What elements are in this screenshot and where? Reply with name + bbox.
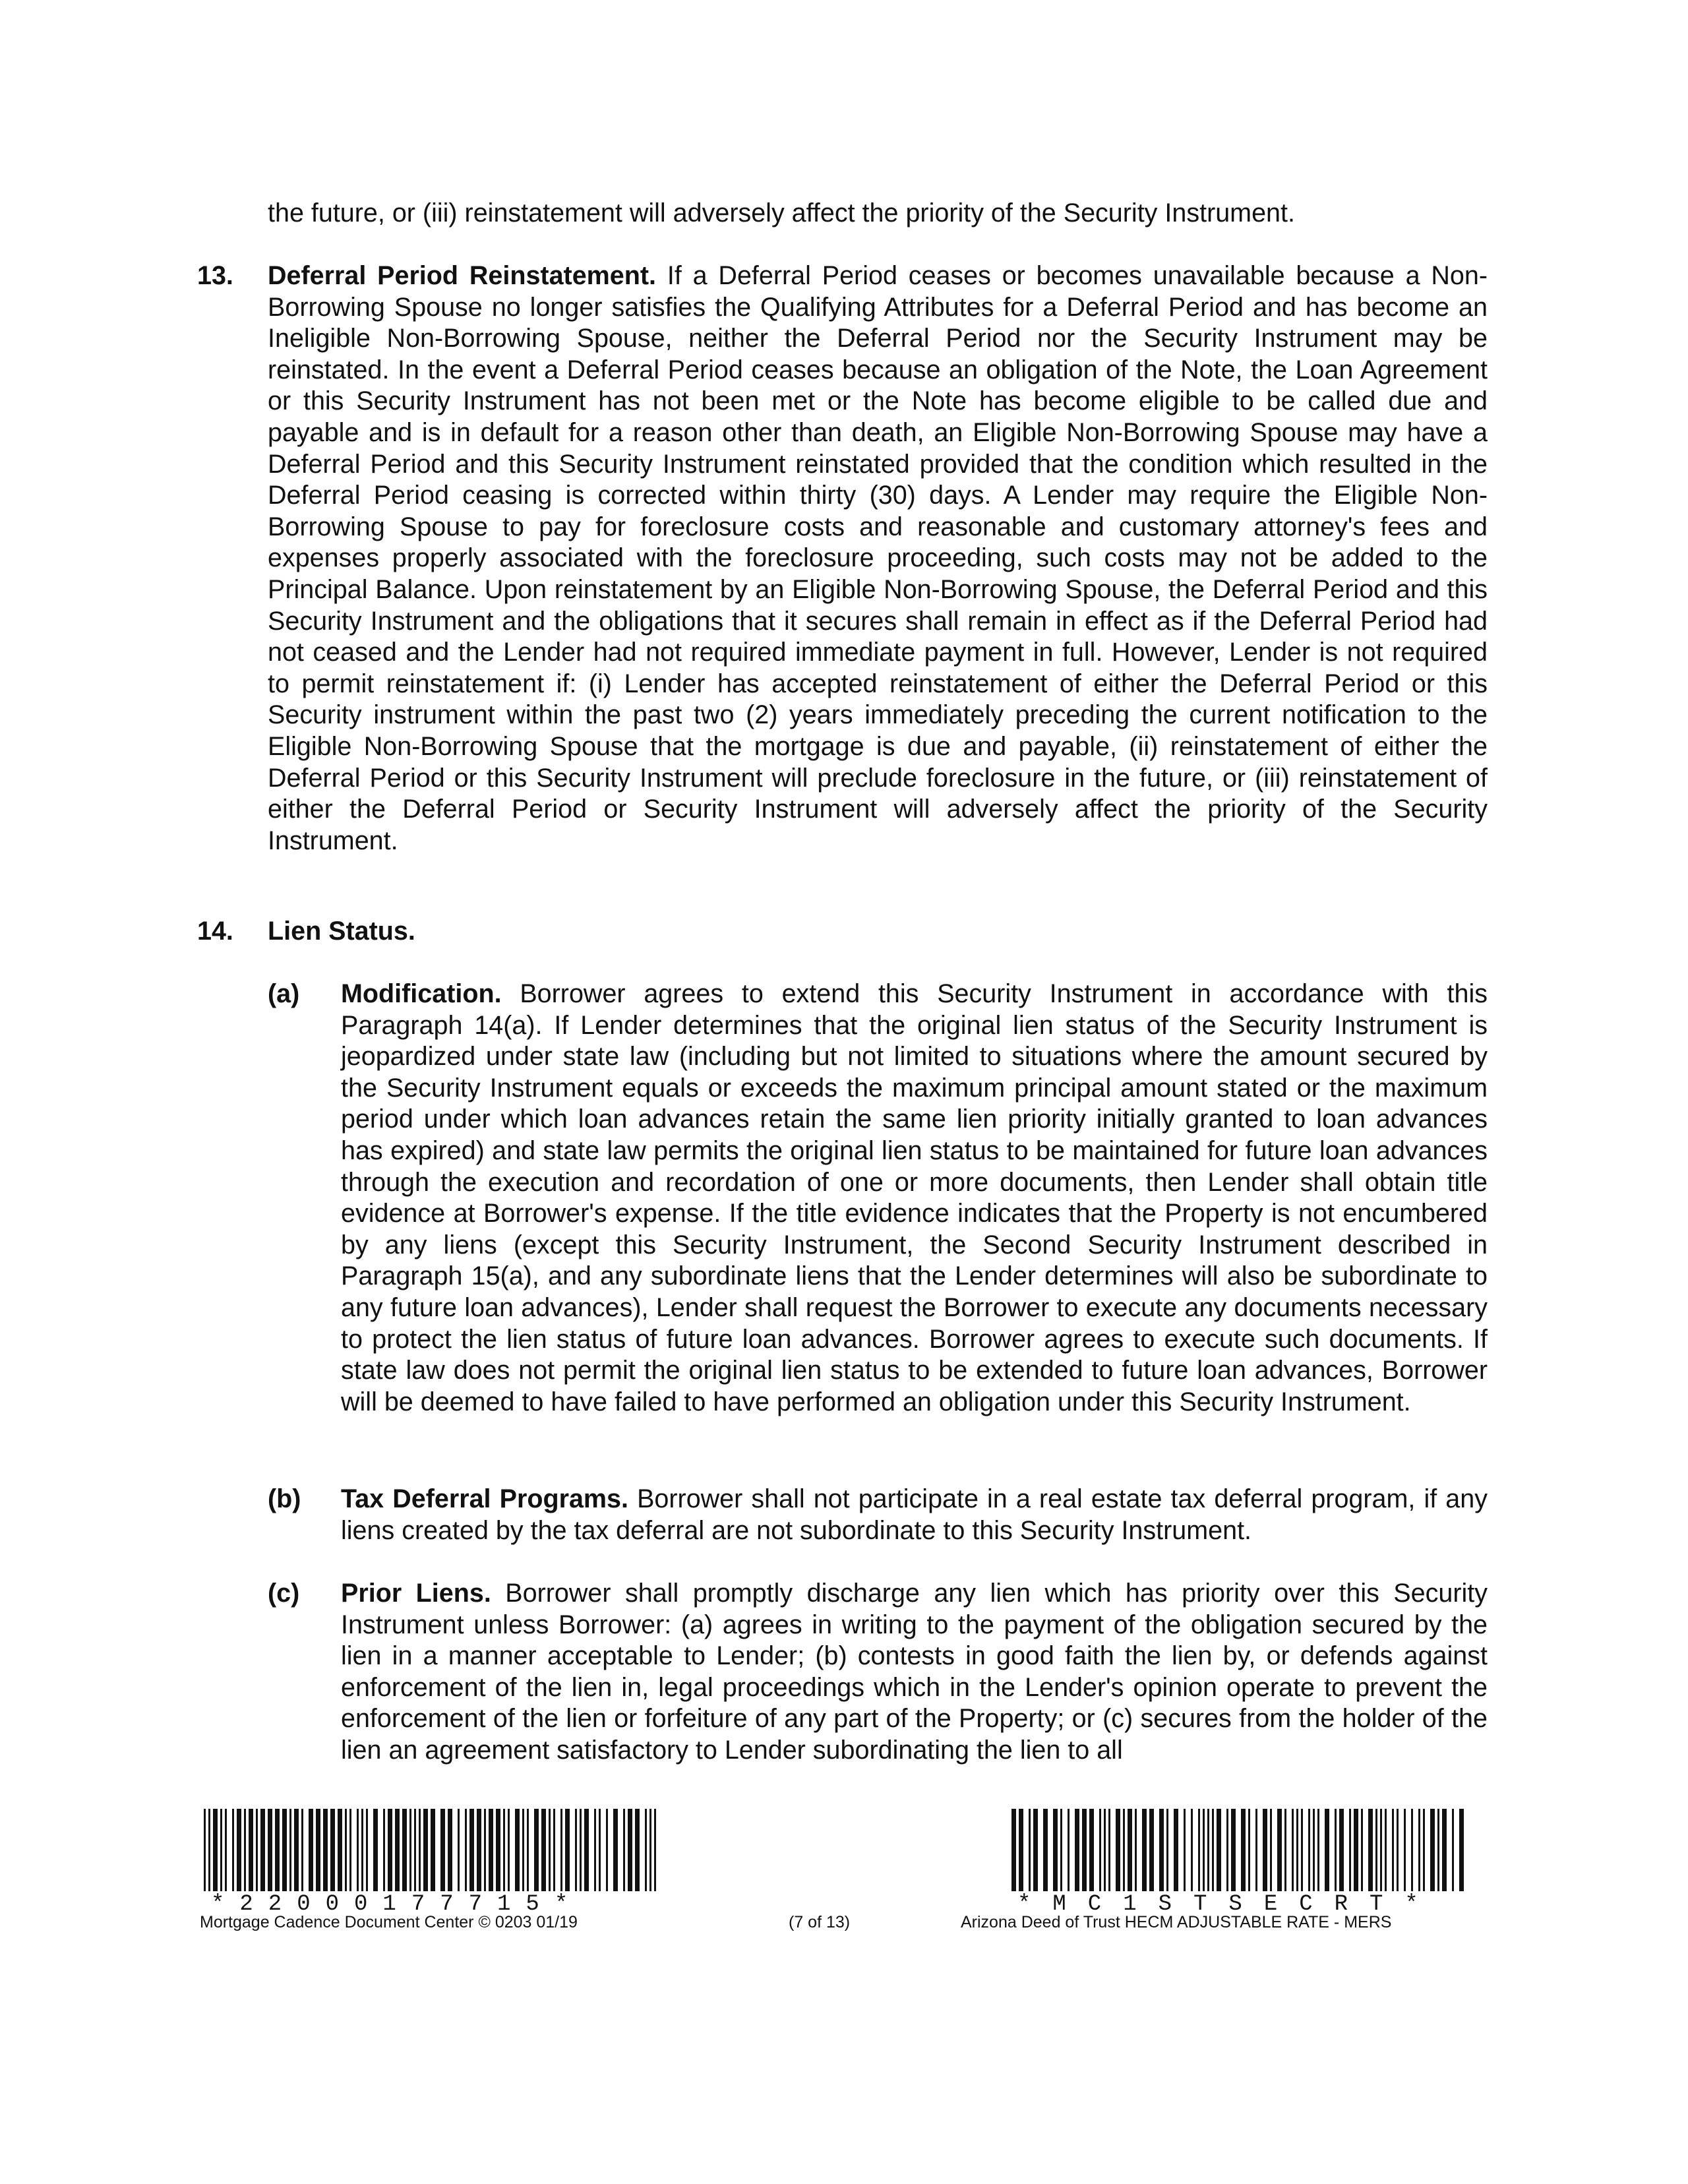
item-b-text: Borrower shall not participate in a real estate tax deferral program, if any liens created by the tax deferral are not subordinate to this Security Instrument. bbox=[341, 1484, 1488, 1545]
barcode-bar bbox=[628, 1809, 632, 1891]
barcode-bar bbox=[1430, 1809, 1435, 1891]
section-13-text: If a Deferral Period ceases or becomes unavailable because a Non-Borrowing Spouse no longer satisfies the Qualifying Attributes for a Deferral Period and has become an Ineligible Non-Borrowing Spouse, neither the Deferral Period nor the Security Instrument may be reinstated. In the event a Deferral Period ceases because an obligation of the Note, the Loan Agreement or this Security Instrument has not been met or the Note has become eligible to be called due and payable and is in default for a reason other than death, an Eligible Non-Borrowing Spouse may have a Deferral Period and this Security Instrument reinstated provided that the condition which resulted in the Deferral Period ceasing is corrected within thirty (30) days. A Lender may require the Eligible Non-Borrowing Spouse to pay for foreclosure costs and reasonable and customary attorney's fees and expenses properly associated with the foreclosure proceeding, such costs may not be added to the Principal Balance. Upon reinstatement by an Eligible Non-Borrowing Spouse, the Deferral Period and this Security Instrument and the obligations that it secures shall remain in effect as if the Deferral Period had not ceased and the Lender had not required immediate payment in full. However, Lender is not required to permit reinstatement if: (i) Lender has accepted reinstatement of either the Deferral Period or this Security instrument within the past two (2) years immediately preceding the current notification to the Eligible Non-Borrowing Spouse that the mortgage is due and payable, (ii) reinstatement of either the Deferral Period or this Security Instrument will preclude foreclosure in the future, or (iii) reinstatement of either the Deferral Period or Security Instrument will adversely affect the priority of the Security Instrument. bbox=[268, 261, 1488, 855]
item-b-paragraph bbox=[341, 1484, 1488, 1546]
barcode-bar bbox=[1082, 1809, 1087, 1891]
barcode-bar bbox=[541, 1809, 546, 1891]
barcode-bar bbox=[1248, 1809, 1250, 1891]
barcode-bar bbox=[395, 1809, 400, 1891]
barcode-bar bbox=[1174, 1809, 1178, 1891]
item-c-paragraph bbox=[341, 1578, 1488, 1767]
barcode-bar bbox=[316, 1809, 320, 1891]
barcode-bar bbox=[1108, 1809, 1110, 1891]
barcode-bar bbox=[1089, 1809, 1094, 1891]
barcode-bar bbox=[289, 1809, 291, 1891]
barcode-bar bbox=[1033, 1809, 1038, 1891]
barcode-bar bbox=[244, 1809, 246, 1891]
barcode-bar bbox=[1207, 1809, 1209, 1891]
barcode-bar bbox=[388, 1809, 392, 1891]
barcode-bar bbox=[1068, 1809, 1070, 1891]
barcode-bar bbox=[338, 1809, 342, 1891]
barcode-bar bbox=[1142, 1809, 1147, 1891]
barcode-bar bbox=[1452, 1809, 1454, 1891]
barcode-bar bbox=[1339, 1809, 1344, 1891]
item-c-heading: Prior Liens. bbox=[341, 1579, 491, 1608]
barcode-bar bbox=[373, 1809, 378, 1891]
intro-paragraph: the future, or (iii) reinstatement will adversely affect the priority of the Security Instrument. bbox=[268, 198, 1295, 228]
barcode-bar bbox=[237, 1809, 241, 1891]
barcode-bar bbox=[220, 1809, 222, 1891]
barcode-bar bbox=[1385, 1809, 1387, 1891]
barcode-bar bbox=[1128, 1809, 1132, 1891]
item-b-label: (b) bbox=[268, 1484, 301, 1513]
barcode-bar bbox=[584, 1809, 589, 1891]
barcode-bar bbox=[1029, 1809, 1031, 1891]
barcode-bar bbox=[1255, 1809, 1257, 1891]
barcode-bar bbox=[275, 1809, 280, 1891]
barcode-bar bbox=[225, 1809, 227, 1891]
barcode-bar bbox=[1116, 1809, 1120, 1891]
barcode-bar bbox=[1284, 1809, 1286, 1891]
barcode-bar bbox=[1149, 1809, 1154, 1891]
barcode-bar bbox=[522, 1809, 524, 1891]
barcode-bar bbox=[484, 1809, 486, 1891]
barcode-bar bbox=[1135, 1809, 1137, 1891]
barcode-right-text: *MC1STSECRT* bbox=[1017, 1892, 1440, 1917]
barcode-bar bbox=[409, 1809, 411, 1891]
barcode-bar bbox=[623, 1809, 625, 1891]
item-a-paragraph bbox=[341, 979, 1488, 1418]
barcode-bar bbox=[1159, 1809, 1164, 1891]
barcode-bar bbox=[613, 1809, 618, 1891]
barcode-bar bbox=[549, 1809, 551, 1891]
barcode-bar bbox=[1442, 1809, 1447, 1891]
barcode-bar bbox=[1123, 1809, 1125, 1891]
barcode-bar bbox=[330, 1809, 335, 1891]
section-13-number: 13. bbox=[197, 261, 233, 290]
barcode-bar bbox=[1011, 1809, 1016, 1891]
barcode-bar bbox=[489, 1809, 493, 1891]
barcode-bar bbox=[1317, 1809, 1319, 1891]
barcode-bar bbox=[469, 1809, 474, 1891]
barcode-bar bbox=[1270, 1809, 1272, 1891]
barcode-bar bbox=[1043, 1809, 1048, 1891]
barcode-bar bbox=[256, 1809, 258, 1891]
barcode-bar bbox=[1231, 1809, 1236, 1891]
barcode-bar bbox=[1380, 1809, 1382, 1891]
barcode-left-text: *22000177715* bbox=[211, 1892, 584, 1917]
barcode-bar bbox=[635, 1809, 640, 1891]
barcode-bar bbox=[357, 1809, 359, 1891]
barcode-bar bbox=[431, 1809, 435, 1891]
barcode-bar bbox=[1423, 1809, 1425, 1891]
barcode-bar bbox=[309, 1809, 313, 1891]
barcode-bar bbox=[414, 1809, 416, 1891]
item-c-label: (c) bbox=[268, 1579, 300, 1608]
barcode-bar bbox=[1060, 1809, 1062, 1891]
barcode-bar bbox=[260, 1809, 265, 1891]
barcode-bar bbox=[294, 1809, 299, 1891]
barcode-bar bbox=[594, 1809, 596, 1891]
barcode-bar bbox=[496, 1809, 500, 1891]
barcode-bar bbox=[383, 1809, 385, 1891]
barcode-bar bbox=[1226, 1809, 1228, 1891]
barcode-bar bbox=[1349, 1809, 1351, 1891]
barcode-bar bbox=[503, 1809, 505, 1891]
item-a-text: Borrower agrees to extend this Security Instrument in accordance with this Paragraph 14(a). If Lender determines that the original lien status of the Security Instrument is jeopardized under state law (including but not limited to situations where the amount secured by the Security Instrument equals or exceeds the maximum principal amount stated or the maximum period under which loan advances retain the same lien priority initially granted to loan advances has expired) and state law permits the original lien status to be maintained for future loan advances through the execution and recordation of one or more documents, then Lender shall obtain title evidence at Borrower's expense. If the title evidence indicates that the Property is not encumbered by any liens (except this Security Instrument, the Second Security Instrument described in Paragraph 15(a), and any subordinate liens that the Lender determines will also be subordinate to any future loan advances), Lender shall request the Borrower to execute any documents necessary to protect the lien status of future loan advances. Borrower agrees to execute such documents. If state law does not permit the original lien status to be extended to future loan advances, Borrower will be deemed to have failed to have performed an obligation under this Security Instrument. bbox=[341, 979, 1488, 1416]
item-b-heading: Tax Deferral Programs. bbox=[341, 1484, 628, 1513]
barcode-bar bbox=[1075, 1809, 1079, 1891]
barcode-bar bbox=[1411, 1809, 1413, 1891]
barcode-bar bbox=[361, 1809, 363, 1891]
barcode-right bbox=[1011, 1809, 1464, 1891]
barcode-bar bbox=[1191, 1809, 1193, 1891]
barcode-bar bbox=[1301, 1809, 1303, 1891]
item-a-heading: Modification. bbox=[341, 979, 502, 1008]
barcode-bar bbox=[301, 1809, 303, 1891]
barcode-bar bbox=[1166, 1809, 1168, 1891]
barcode-bar bbox=[1459, 1809, 1464, 1891]
barcode-bar bbox=[1308, 1809, 1310, 1891]
barcode-bar bbox=[1392, 1809, 1394, 1891]
section-13-heading: Deferral Period Reinstatement. bbox=[268, 261, 657, 290]
barcode-bar bbox=[654, 1809, 656, 1891]
barcode-bar bbox=[1313, 1809, 1315, 1891]
barcode-bar bbox=[606, 1809, 608, 1891]
barcode-bar bbox=[1325, 1809, 1329, 1891]
barcode-bar bbox=[649, 1809, 651, 1891]
barcode-bar bbox=[477, 1809, 481, 1891]
barcode-bar bbox=[323, 1809, 328, 1891]
barcode-bar bbox=[1104, 1809, 1106, 1891]
barcode-bar bbox=[1263, 1809, 1267, 1891]
barcode-bar bbox=[560, 1809, 562, 1891]
barcode-bar bbox=[282, 1809, 287, 1891]
barcode-bar bbox=[268, 1809, 272, 1891]
barcode-bar bbox=[249, 1809, 253, 1891]
barcode-bar bbox=[208, 1809, 210, 1891]
barcode-bar bbox=[213, 1809, 218, 1891]
barcode-bar bbox=[349, 1809, 351, 1891]
barcode-bar bbox=[1203, 1809, 1205, 1891]
barcode-bar bbox=[508, 1809, 510, 1891]
barcode-bar bbox=[534, 1809, 539, 1891]
barcode-bar bbox=[1053, 1809, 1058, 1891]
section-14-heading: Lien Status. bbox=[268, 917, 415, 946]
barcode-bar bbox=[1361, 1809, 1363, 1891]
barcode-bar bbox=[423, 1809, 428, 1891]
barcode-bar bbox=[204, 1809, 206, 1891]
barcode-bar bbox=[465, 1809, 467, 1891]
barcode-bar bbox=[1335, 1809, 1337, 1891]
barcode-bar bbox=[1418, 1809, 1420, 1891]
barcode-bar bbox=[1217, 1809, 1221, 1891]
barcode-bar bbox=[1099, 1809, 1101, 1891]
barcode-bar bbox=[575, 1809, 577, 1891]
barcode-bar bbox=[419, 1809, 421, 1891]
barcode-bar bbox=[1437, 1809, 1439, 1891]
barcode-bar bbox=[402, 1809, 407, 1891]
barcode-bar bbox=[1241, 1809, 1246, 1891]
barcode-bar bbox=[440, 1809, 445, 1891]
barcode-bar bbox=[580, 1809, 582, 1891]
section-13-paragraph bbox=[268, 260, 1488, 857]
barcode-bar bbox=[1404, 1809, 1406, 1891]
barcode-bar bbox=[1019, 1809, 1023, 1891]
footer-right: Arizona Deed of Trust HECM ADJUSTABLE RATE - MERS bbox=[961, 1913, 1392, 1931]
footer-left: Mortgage Cadence Document Center © 0203 01/19 bbox=[200, 1913, 578, 1931]
barcode-bar bbox=[458, 1809, 460, 1891]
barcode-bar bbox=[565, 1809, 570, 1891]
barcode-bar bbox=[345, 1809, 347, 1891]
barcode-bar bbox=[1354, 1809, 1358, 1891]
barcode-bar bbox=[515, 1809, 520, 1891]
barcode-bar bbox=[1375, 1809, 1377, 1891]
barcode-bar bbox=[448, 1809, 452, 1891]
item-a-label: (a) bbox=[268, 979, 300, 1008]
barcode-bar bbox=[1368, 1809, 1373, 1891]
barcode-bar bbox=[232, 1809, 234, 1891]
section-14-number: 14. bbox=[197, 917, 233, 946]
barcode-bar bbox=[1198, 1809, 1200, 1891]
item-c-text: Borrower shall promptly discharge any lien which has priority over this Security Instrument unless Borrower: (a) agrees in writing to the payment of the obligation secured by the lien in a manner acceptable to Lender; (b) contests in good faith the lien by, or defends against enforcement of the lien in, legal proceedings which in the Lender's opinion operate to prevent the enforcement of the lien or forfeiture of any part of the Property; or (c) secures from the holder of the lien an agreement satisfactory to Lender subordinating the lien to all bbox=[341, 1579, 1488, 1765]
barcode-bar bbox=[1296, 1809, 1298, 1891]
barcode-bar bbox=[1184, 1809, 1186, 1891]
barcode-bar bbox=[1292, 1809, 1294, 1891]
barcode-bar bbox=[366, 1809, 368, 1891]
barcode-bar bbox=[645, 1809, 647, 1891]
barcode-bar bbox=[527, 1809, 529, 1891]
barcode-bar bbox=[1277, 1809, 1282, 1891]
footer-page-number: (7 of 13) bbox=[789, 1913, 851, 1931]
barcode-bar bbox=[1212, 1809, 1214, 1891]
barcode-bar bbox=[553, 1809, 555, 1891]
barcode-bar bbox=[1397, 1809, 1399, 1891]
barcode-left bbox=[204, 1809, 657, 1891]
barcode-bar bbox=[599, 1809, 601, 1891]
